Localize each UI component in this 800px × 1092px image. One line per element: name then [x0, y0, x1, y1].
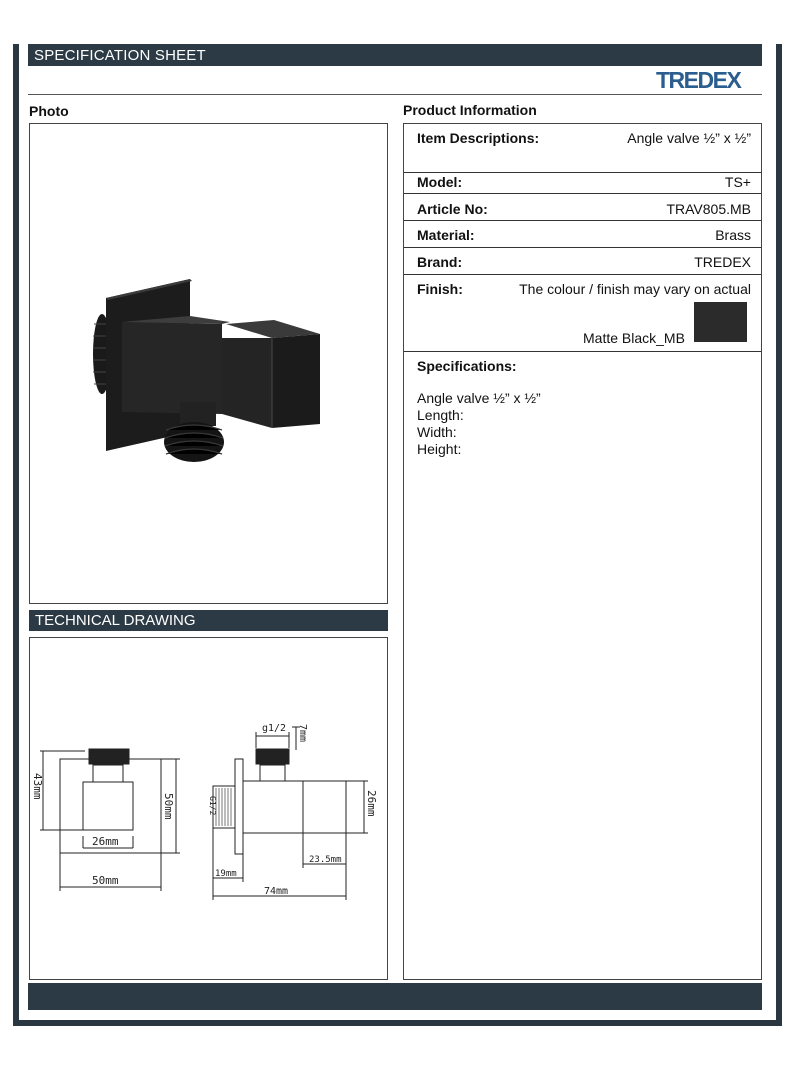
row-value: Brass — [715, 227, 751, 243]
specifications-list — [417, 390, 541, 458]
row-key: Material: — [417, 227, 475, 243]
dim-23-5mm: 23.5mm — [309, 855, 342, 865]
dim-g12-vertical: G1/2 — [208, 796, 217, 816]
spec-line: Length: — [417, 407, 464, 423]
dim-26mm: 26mm — [92, 835, 119, 848]
technical-drawing — [30, 638, 387, 979]
row-brand — [404, 248, 761, 275]
dim-g12: g1/2 — [262, 723, 287, 734]
dim-43mm: 43mm — [31, 773, 44, 800]
row-key: Finish: — [417, 281, 463, 297]
row-value: TREDEX — [694, 254, 751, 270]
spec-line: Angle valve ½” x ½” — [417, 390, 541, 406]
dim-26mm-side: 26mm — [365, 790, 378, 817]
row-key: Article No: — [417, 201, 488, 217]
finish-swatch — [694, 302, 747, 342]
dim-50mm: 50mm — [92, 874, 119, 887]
dim-7mm: 7mm — [297, 724, 308, 743]
product-photo — [30, 124, 387, 603]
photo-panel — [29, 123, 388, 604]
header-rule — [28, 94, 762, 95]
row-article-no — [404, 194, 761, 221]
row-material — [404, 221, 761, 248]
row-item-descriptions — [404, 124, 761, 173]
dim-19mm: 19mm — [215, 869, 237, 879]
spec-line: Height: — [417, 441, 462, 457]
dim-50mm-vertical: 50mm — [162, 793, 175, 820]
footer-bar — [28, 983, 762, 1010]
dim-74mm: 74mm — [264, 886, 289, 897]
sheet-title: SPECIFICATION SHEET — [34, 47, 206, 64]
finish-name: Matte Black_MB — [583, 330, 685, 346]
row-value: Angle valve ½” x ½” — [627, 130, 751, 146]
spec-line: Width: — [417, 424, 457, 440]
finish-note: The colour / finish may vary on actual — [519, 281, 751, 297]
photo-label: Photo — [29, 103, 69, 119]
product-info-panel — [403, 123, 762, 980]
specifications-label: Specifications: — [417, 358, 517, 374]
row-model — [404, 167, 761, 194]
technical-drawing-bar — [29, 610, 388, 631]
row-finish — [404, 275, 761, 352]
brand-logo-text: TREDEX — [656, 67, 741, 93]
row-key: Item Descriptions: — [417, 130, 540, 146]
row-key: Model: — [417, 174, 463, 190]
header-bar — [28, 44, 762, 66]
technical-drawing-title: TECHNICAL DRAWING — [35, 612, 196, 629]
product-info-label: Product Information — [403, 102, 537, 118]
row-key: Brand: — [417, 254, 463, 270]
technical-drawing-panel — [29, 637, 388, 980]
row-value: TS+ — [724, 174, 751, 190]
row-value: TRAV805.MB — [666, 201, 751, 217]
